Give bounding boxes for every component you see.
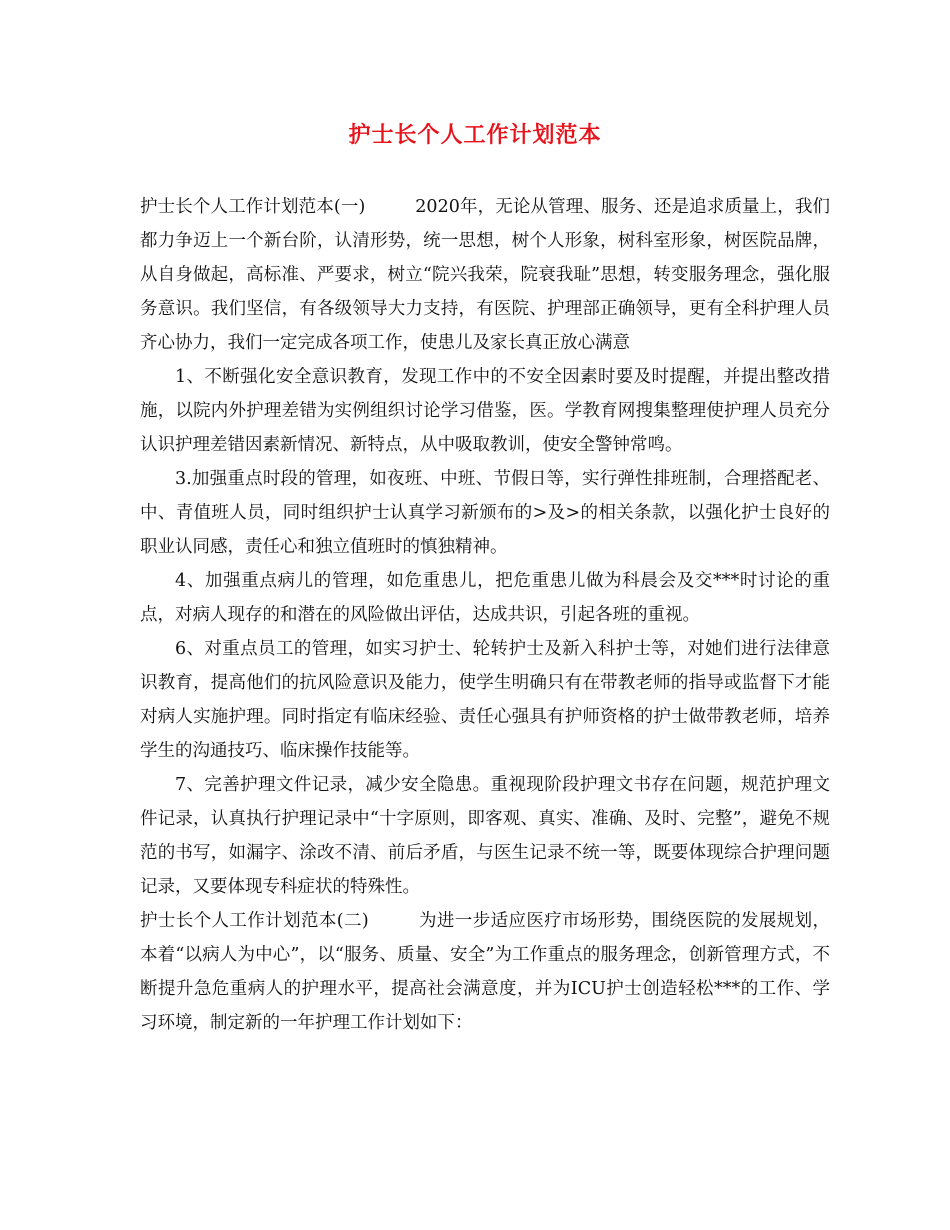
paragraph-item-6	[140, 632, 830, 768]
paragraph-text: 4、加强重点病儿的管理，如危重患儿，把危重患儿做为科晨会及交***时讨论的重点，对病人现存的和潜在的风险做出评估，达成共识，引起各班的重视。	[140, 571, 830, 625]
paragraph-text: 1、不断强化安全意识教育，发现工作中的不安全因素时要及时提醒，并提出整改措施，以院内外护理差错为实例组织讨论学习借鉴，医。学教育网搜集整理使护理人员充分认识护理差错因素新情况、新特点，从中吸取教训，使安全警钟常鸣。	[140, 367, 830, 455]
paragraph-text: 为进一步适应医疗市场形势，围绕医院的发展规划，本着“以病人为中心”，以“服务、质量、安全”为工作重点的服务理念，创新管理方式，不断提升急危重病人的护理水平，提高社会满意度，并为ICU护士创造轻松***的工作、学习环境，制定新的一年护理工作计划如下：	[140, 911, 830, 1033]
paragraph-plan-two	[140, 904, 830, 1040]
paragraph-item-3	[140, 462, 830, 564]
section-heading-two: 护士长个人工作计划范本(二)	[140, 911, 369, 931]
paragraph-item-7	[140, 768, 830, 904]
paragraph-text: 6、对重点员工的管理，如实习护士、轮转护士及新入科护士等，对她们进行法律意识教育，提高他们的抗风险意识及能力，使学生明确只有在带教老师的指导或监督下才能对病人实施护理。同时指定有临床经验、责任心强具有护师资格的护士做带教老师，培养学生的沟通技巧、临床操作技能等。	[140, 639, 830, 761]
paragraph-text: 7、完善护理文件记录，减少安全隐患。重视现阶段护理文书存在问题，规范护理文件记录，认真执行护理记录中“十字原则，即客观、真实、准确、及时、完整”，避免不规范的书写，如漏字、涂改不清、前后矛盾，与医生记录不统一等，既要体现综合护理问题记录，又要体现专科症状的特殊性。	[140, 775, 830, 897]
paragraph-plan-one	[140, 190, 830, 360]
section-heading-one: 护士长个人工作计划范本(一)	[140, 197, 366, 217]
paragraph-item-1	[140, 360, 830, 462]
paragraph-text: 3.加强重点时段的管理，如夜班、中班、节假日等，实行弹性排班制，合理搭配老、中、青值班人员，同时组织护士认真学习新颁布的>及>的相关条款，以强化护士良好的职业认同感，责任心和独立值班时的慎独精神。	[140, 469, 830, 557]
document-body	[140, 190, 830, 1040]
document-title: 护士长个人工作计划范本	[348, 122, 602, 148]
paragraph-text: 2020年，无论从管理、服务、还是追求质量上，我们都力争迈上一个新台阶，认清形势，统一思想，树个人形象，树科室形象，树医院品牌，从自身做起，高标准、严要求，树立“院兴我荣，院衰我耻”思想，转变服务理念，强化服务意识。我们坚信，有各级领导大力支持，有医院、护理部正确领导，更有全科护理人员齐心协力，我们一定完成各项工作，使患儿及家长真正放心满意	[140, 197, 830, 353]
paragraph-item-4	[140, 564, 830, 632]
